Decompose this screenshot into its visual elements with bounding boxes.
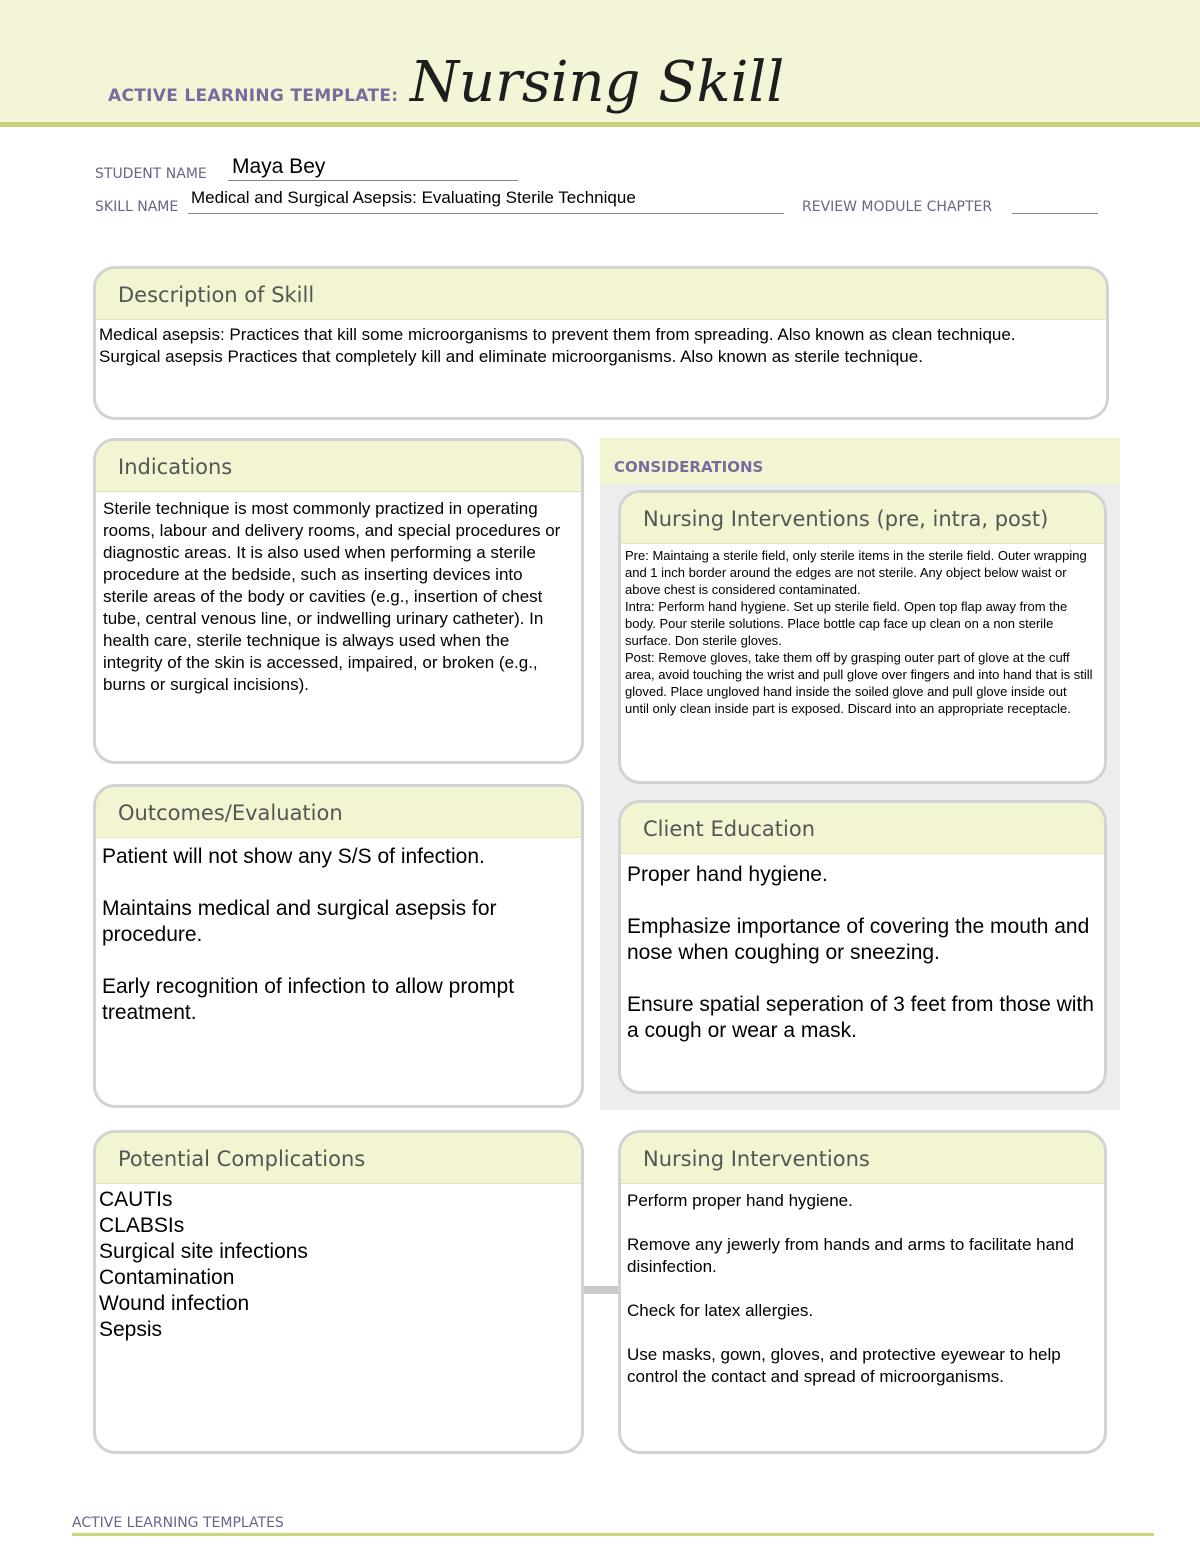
outcome-item: Early recognition of infection to allow prompt treatment.	[102, 975, 515, 1024]
pre-interventions: Pre: Maintaing a sterile field, only sterile items in the sterile field. Outer wrapping and 1 inch border around the edges are not sterile. Any object below waist or above chest is considered contaminated.	[625, 548, 1087, 597]
nursing-interventions-box	[618, 1130, 1107, 1454]
description-title: Description of Skill	[118, 283, 315, 307]
complication-item: Contamination	[99, 1266, 235, 1289]
skill-name-field[interactable]: Medical and Surgical Asepsis: Evaluating Sterile Technique	[191, 188, 636, 207]
client-education-title: Client Education	[643, 817, 816, 841]
review-module-chapter-label: REVIEW MODULE CHAPTER	[802, 199, 993, 215]
complications-text[interactable]	[96, 1184, 581, 1343]
complications-box	[93, 1130, 584, 1454]
nursing-interventions-phases-title: Nursing Interventions (pre, intra, post)	[643, 507, 1049, 531]
intervention-item: Check for latex allergies.	[627, 1301, 814, 1320]
complication-item: Sepsis	[99, 1318, 163, 1341]
outcomes-box	[93, 784, 584, 1108]
client-education-text[interactable]	[621, 854, 1104, 1044]
indications-title: Indications	[118, 455, 233, 479]
indications-header	[96, 441, 581, 492]
education-item: Ensure spatial seperation of 3 feet from those with a cough or wear a mask.	[627, 993, 1094, 1042]
intervention-item: Perform proper hand hygiene.	[627, 1191, 853, 1210]
nursing-interventions-phases-header	[621, 493, 1104, 544]
considerations-title: CONSIDERATIONS	[614, 458, 764, 476]
outcome-item: Maintains medical and surgical asepsis for procedure.	[102, 897, 497, 946]
client-education-box	[618, 800, 1107, 1094]
complication-item: Wound infection	[99, 1292, 250, 1315]
indications-box	[93, 438, 584, 764]
connector-bar	[584, 1286, 620, 1294]
nursing-interventions-title: Nursing Interventions	[643, 1147, 870, 1171]
footer-rule	[72, 1533, 1154, 1536]
description-header	[96, 269, 1106, 320]
nursing-interventions-phases-text[interactable]	[621, 544, 1104, 717]
template-label: ACTIVE LEARNING TEMPLATE:	[108, 86, 399, 106]
student-name-label: STUDENT NAME	[95, 166, 207, 182]
student-name-line	[228, 180, 518, 181]
education-item: Proper hand hygiene.	[627, 863, 828, 886]
page-title: Nursing Skill	[410, 50, 785, 115]
outcomes-title: Outcomes/Evaluation	[118, 801, 343, 825]
review-module-chapter-field[interactable]	[1012, 213, 1098, 214]
nursing-interventions-phases-box	[618, 490, 1107, 784]
complication-item: CAUTIs	[99, 1188, 173, 1211]
description-line: Medical asepsis: Practices that kill some microorganisms to prevent them from spreading. Also known as clean technique.	[99, 325, 1016, 344]
description-box	[93, 266, 1109, 420]
header-rule	[0, 122, 1200, 127]
outcomes-text[interactable]	[96, 838, 581, 1026]
intervention-item: Use masks, gown, gloves, and protective eyewear to help control the contact and spread of microorganisms.	[627, 1345, 1061, 1386]
footer-label: ACTIVE LEARNING TEMPLATES	[72, 1515, 284, 1531]
skill-name-line	[188, 213, 784, 214]
complication-item: Surgical site infections	[99, 1240, 308, 1263]
nursing-interventions-text[interactable]	[621, 1184, 1104, 1388]
outcome-item: Patient will not show any S/S of infection.	[102, 845, 485, 868]
complication-item: CLABSIs	[99, 1214, 185, 1237]
description-line: Surgical asepsis Practices that completely kill and eliminate microorganisms. Also known as sterile technique.	[99, 347, 923, 366]
intra-interventions: Intra: Perform hand hygiene. Set up sterile field. Open top flap away from the body. Pour sterile solutions. Place bottle cap face up clean on a non sterile surface. Don sterile gloves.	[625, 599, 1068, 648]
skill-name-label: SKILL NAME	[95, 199, 179, 215]
intervention-item: Remove any jewerly from hands and arms to facilitate hand disinfection.	[627, 1235, 1074, 1276]
post-interventions: Post: Remove gloves, take them off by grasping outer part of glove at the cuff area, avoid touching the wrist and pull glove over fingers and into hand that is still gloved. Place ungloved hand inside the soiled glove and pull glove inside out until only clean inside part is exposed. Discard into an appropriate receptacle.	[625, 650, 1093, 716]
complications-header	[96, 1133, 581, 1184]
indications-text[interactable]: Sterile technique is most commonly practized in operating rooms, labour and delivery rooms, and special procedures or diagnostic areas. It is also used when performing a sterile procedure at the bedside, such as inserting devices into sterile areas of the body or cavities (e.g., insertion of chest tube, central venous line, or indwelling urinary catheter). In health care, sterile technique is always used when the integrity of the skin is accessed, impaired, or broken (e.g., burns or surgical incisions).	[103, 499, 561, 694]
nursing-interventions-header	[621, 1133, 1104, 1184]
complications-title: Potential Complications	[118, 1147, 366, 1171]
client-education-header	[621, 803, 1104, 854]
description-text[interactable]	[96, 320, 1106, 368]
education-item: Emphasize importance of covering the mouth and nose when coughing or sneezing.	[627, 915, 1090, 964]
student-name-field[interactable]: Maya Bey	[232, 155, 326, 178]
outcomes-header	[96, 787, 581, 838]
